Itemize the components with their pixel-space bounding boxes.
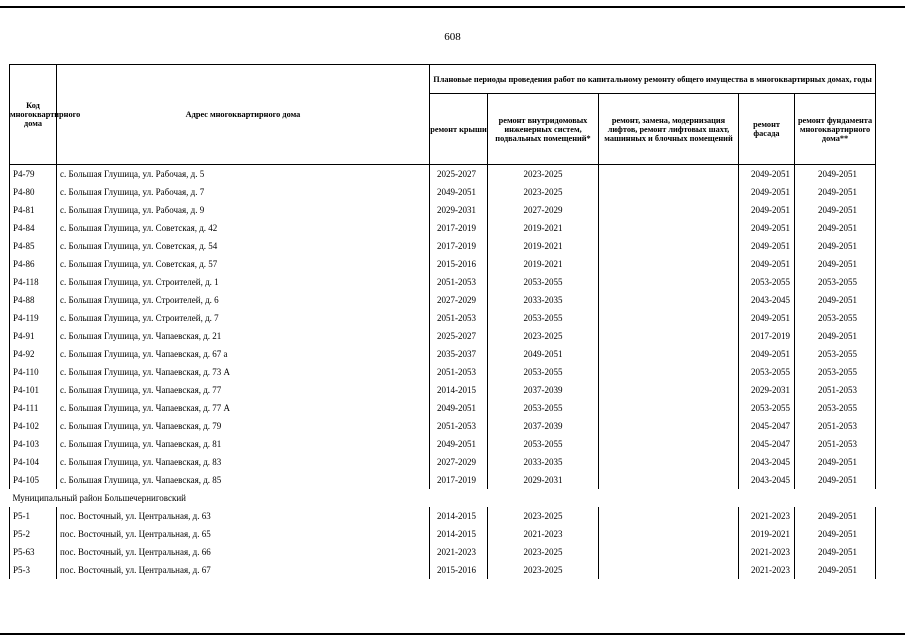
cell-facade: 2021-2023	[739, 507, 795, 525]
cell-systems: 2019-2021	[488, 237, 599, 255]
cell-foundation: 2049-2051	[795, 453, 876, 471]
cell-code: Р4-119	[10, 309, 57, 327]
table-row	[10, 417, 876, 435]
cell-code: Р4-88	[10, 291, 57, 309]
cell-facade: 2029-2031	[739, 381, 795, 399]
cell-systems: 2023-2025	[488, 183, 599, 201]
cell-facade: 2049-2051	[739, 309, 795, 327]
cell-code: Р4-81	[10, 201, 57, 219]
cell-foundation: 2053-2055	[795, 363, 876, 381]
cell-roof: 2049-2051	[430, 435, 488, 453]
cell-systems: 2027-2029	[488, 201, 599, 219]
cell-lifts	[599, 327, 739, 345]
cell-roof: 2027-2029	[430, 291, 488, 309]
cell-foundation: 2049-2051	[795, 237, 876, 255]
cell-foundation: 2049-2051	[795, 255, 876, 273]
cell-code: Р4-104	[10, 453, 57, 471]
section-title: Муниципальный район Большечерниговский	[12, 493, 187, 503]
cell-address: с. Большая Глушица, ул. Чапаевская, д. 83	[57, 453, 430, 471]
cell-roof: 2014-2015	[430, 381, 488, 399]
header-foundation: ремонт фундамента многоквартирного дома**	[795, 94, 876, 165]
cell-lifts	[599, 435, 739, 453]
cell-code: Р4-86	[10, 255, 57, 273]
cell-roof: 2017-2019	[430, 471, 488, 489]
cell-foundation: 2049-2051	[795, 165, 876, 184]
cell-lifts	[599, 399, 739, 417]
cell-systems: 2053-2055	[488, 309, 599, 327]
cell-address: с. Большая Глушица, ул. Строителей, д. 1	[57, 273, 430, 291]
cell-foundation: 2053-2055	[795, 345, 876, 363]
cell-roof: 2025-2027	[430, 165, 488, 184]
repair-schedule-table	[9, 64, 876, 633]
cell-systems: 2023-2025	[488, 543, 599, 561]
cell-code: Р4-105	[10, 471, 57, 489]
cell-lifts	[599, 291, 739, 309]
cell-systems: 2053-2055	[488, 399, 599, 417]
cell-systems: 2037-2039	[488, 381, 599, 399]
cell-systems: 2037-2039	[488, 417, 599, 435]
empty-row	[10, 615, 876, 633]
table-row	[10, 507, 876, 525]
table-row	[10, 381, 876, 399]
cell-facade: 2053-2055	[739, 399, 795, 417]
cell-roof: 2029-2031	[430, 201, 488, 219]
cell-foundation: 2053-2055	[795, 273, 876, 291]
cell-facade: 2049-2051	[739, 345, 795, 363]
cell-facade: 2021-2023	[739, 561, 795, 579]
cell-facade: 2049-2051	[739, 237, 795, 255]
cell-systems: 2023-2025	[488, 507, 599, 525]
cell-code: Р5-1	[10, 507, 57, 525]
cell-facade: 2045-2047	[739, 417, 795, 435]
cell-code: Р4-102	[10, 417, 57, 435]
cell-systems: 2019-2021	[488, 219, 599, 237]
cell-roof: 2014-2015	[430, 525, 488, 543]
cell-address: с. Большая Глушица, ул. Чапаевская, д. 67 а	[57, 345, 430, 363]
cell-lifts	[599, 381, 739, 399]
cell-foundation: 2049-2051	[795, 327, 876, 345]
cell-systems: 2049-2051	[488, 345, 599, 363]
cell-address: с. Большая Глушица, ул. Советская, д. 42	[57, 219, 430, 237]
cell-roof: 2015-2016	[430, 561, 488, 579]
empty-cell	[10, 615, 876, 633]
cell-address: с. Большая Глушица, ул. Строителей, д. 7	[57, 309, 430, 327]
cell-address: пос. Восточный, ул. Центральная, д. 66	[57, 543, 430, 561]
cell-address: с. Большая Глушица, ул. Чапаевская, д. 77 А	[57, 399, 430, 417]
cell-facade: 2053-2055	[739, 363, 795, 381]
cell-foundation: 2049-2051	[795, 525, 876, 543]
cell-facade: 2017-2019	[739, 327, 795, 345]
cell-lifts	[599, 183, 739, 201]
table-row	[10, 201, 876, 219]
cell-code: Р5-3	[10, 561, 57, 579]
cell-systems: 2019-2021	[488, 255, 599, 273]
cell-foundation: 2049-2051	[795, 201, 876, 219]
cell-roof: 2025-2027	[430, 327, 488, 345]
cell-systems: 2053-2055	[488, 273, 599, 291]
cell-address: пос. Восточный, ул. Центральная, д. 65	[57, 525, 430, 543]
cell-foundation: 2051-2053	[795, 435, 876, 453]
cell-address: с. Большая Глушица, ул. Рабочая, д. 5	[57, 165, 430, 184]
cell-lifts	[599, 543, 739, 561]
cell-roof: 2015-2016	[430, 255, 488, 273]
cell-foundation: 2049-2051	[795, 183, 876, 201]
header-roof: ремонт крыши	[430, 94, 488, 165]
cell-code: Р5-2	[10, 525, 57, 543]
cell-systems: 2021-2023	[488, 525, 599, 543]
header-code: Код многоквартирного дома	[10, 65, 57, 165]
cell-facade: 2049-2051	[739, 201, 795, 219]
cell-lifts	[599, 471, 739, 489]
header-address: Адрес многоквартирного дома	[57, 65, 430, 165]
cell-address: с. Большая Глушица, ул. Советская, д. 54	[57, 237, 430, 255]
cell-facade: 2043-2045	[739, 471, 795, 489]
cell-lifts	[599, 561, 739, 579]
cell-roof: 2035-2037	[430, 345, 488, 363]
cell-address: с. Большая Глушица, ул. Чапаевская, д. 73 А	[57, 363, 430, 381]
cell-code: Р4-111	[10, 399, 57, 417]
table-row	[10, 255, 876, 273]
table-row	[10, 237, 876, 255]
cell-roof: 2051-2053	[430, 309, 488, 327]
cell-foundation: 2051-2053	[795, 381, 876, 399]
table-row	[10, 435, 876, 453]
cell-code: Р4-80	[10, 183, 57, 201]
cell-roof: 2027-2029	[430, 453, 488, 471]
cell-systems: 2023-2025	[488, 327, 599, 345]
cell-foundation: 2049-2051	[795, 543, 876, 561]
cell-lifts	[599, 237, 739, 255]
cell-code: Р4-92	[10, 345, 57, 363]
cell-address: с. Большая Глушица, ул. Строителей, д. 6	[57, 291, 430, 309]
cell-systems: 2053-2055	[488, 363, 599, 381]
table-row	[10, 327, 876, 345]
cell-code: Р4-118	[10, 273, 57, 291]
cell-foundation: 2053-2055	[795, 399, 876, 417]
cell-lifts	[599, 165, 739, 184]
cell-lifts	[599, 507, 739, 525]
cell-roof: 2049-2051	[430, 399, 488, 417]
cell-roof: 2017-2019	[430, 219, 488, 237]
cell-facade: 2053-2055	[739, 273, 795, 291]
table-row	[10, 399, 876, 417]
cell-facade: 2019-2021	[739, 525, 795, 543]
cell-facade: 2049-2051	[739, 219, 795, 237]
cell-lifts	[599, 417, 739, 435]
table-row	[10, 291, 876, 309]
table-body	[10, 165, 876, 634]
cell-facade: 2049-2051	[739, 255, 795, 273]
bottom-rule	[0, 633, 905, 635]
cell-code: Р4-85	[10, 237, 57, 255]
cell-lifts	[599, 255, 739, 273]
cell-address: с. Большая Глушица, ул. Чапаевская, д. 77	[57, 381, 430, 399]
table-row	[10, 273, 876, 291]
cell-code: Р4-79	[10, 165, 57, 184]
table-row	[10, 165, 876, 184]
cell-lifts	[599, 219, 739, 237]
cell-lifts	[599, 363, 739, 381]
table-row	[10, 471, 876, 489]
cell-roof: 2051-2053	[430, 417, 488, 435]
cell-lifts	[599, 309, 739, 327]
header-facade: ремонт фасада	[739, 94, 795, 165]
cell-facade: 2043-2045	[739, 291, 795, 309]
table-row	[10, 453, 876, 471]
cell-lifts	[599, 201, 739, 219]
cell-roof: 2049-2051	[430, 183, 488, 201]
cell-facade: 2045-2047	[739, 435, 795, 453]
cell-roof: 2014-2015	[430, 507, 488, 525]
cell-code: Р4-84	[10, 219, 57, 237]
cell-facade: 2021-2023	[739, 543, 795, 561]
cell-foundation: 2049-2051	[795, 471, 876, 489]
cell-address: с. Большая Глушица, ул. Чапаевская, д. 79	[57, 417, 430, 435]
table-row	[10, 219, 876, 237]
cell-systems: 2033-2035	[488, 453, 599, 471]
cell-roof: 2021-2023	[430, 543, 488, 561]
cell-lifts	[599, 525, 739, 543]
table-row	[10, 561, 876, 579]
cell-lifts	[599, 453, 739, 471]
cell-foundation: 2049-2051	[795, 507, 876, 525]
cell-code: Р5-63	[10, 543, 57, 561]
cell-facade: 2049-2051	[739, 165, 795, 184]
cell-code: Р4-103	[10, 435, 57, 453]
cell-systems: 2029-2031	[488, 471, 599, 489]
cell-systems: 2023-2025	[488, 561, 599, 579]
cell-code: Р4-110	[10, 363, 57, 381]
cell-systems: 2033-2035	[488, 291, 599, 309]
top-rule	[0, 6, 905, 8]
table-row	[10, 543, 876, 561]
empty-row	[10, 579, 876, 597]
empty-cell	[10, 579, 876, 597]
cell-address: с. Большая Глушица, ул. Чапаевская, д. 21	[57, 327, 430, 345]
header-lifts: ремонт, замена, модернизация лифтов, ремонт лифтовых шахт, машинных и блочных помещений	[599, 94, 739, 165]
cell-foundation: 2049-2051	[795, 219, 876, 237]
table-row	[10, 183, 876, 201]
empty-row	[10, 597, 876, 615]
cell-lifts	[599, 345, 739, 363]
cell-foundation: 2051-2053	[795, 417, 876, 435]
header-systems: ремонт внутридомовых инженерных систем, подвальных помещений*	[488, 94, 599, 165]
cell-roof: 2017-2019	[430, 237, 488, 255]
cell-address: пос. Восточный, ул. Центральная, д. 67	[57, 561, 430, 579]
section-row	[10, 489, 876, 507]
cell-facade: 2049-2051	[739, 183, 795, 201]
cell-foundation: 2049-2051	[795, 291, 876, 309]
cell-lifts	[599, 273, 739, 291]
cell-roof: 2051-2053	[430, 273, 488, 291]
table-row	[10, 363, 876, 381]
cell-systems: 2053-2055	[488, 435, 599, 453]
page-number: 608	[444, 31, 461, 43]
cell-code: Р4-91	[10, 327, 57, 345]
table-row	[10, 525, 876, 543]
cell-address: с. Большая Глушица, ул. Чапаевская, д. 85	[57, 471, 430, 489]
cell-foundation: 2053-2055	[795, 309, 876, 327]
cell-address: с. Большая Глушица, ул. Рабочая, д. 7	[57, 183, 430, 201]
cell-code: Р4-101	[10, 381, 57, 399]
cell-systems: 2023-2025	[488, 165, 599, 184]
table-row	[10, 309, 876, 327]
cell-address: пос. Восточный, ул. Центральная, д. 63	[57, 507, 430, 525]
header-periods: Плановые периоды проведения работ по капитальному ремонту общего имущества в многоквартирных домах, годы	[430, 65, 876, 94]
cell-address: с. Большая Глушица, ул. Советская, д. 57	[57, 255, 430, 273]
cell-facade: 2043-2045	[739, 453, 795, 471]
cell-address: с. Большая Глушица, ул. Рабочая, д. 9	[57, 201, 430, 219]
table-row	[10, 345, 876, 363]
cell-roof: 2051-2053	[430, 363, 488, 381]
cell-foundation: 2049-2051	[795, 561, 876, 579]
cell-address: с. Большая Глушица, ул. Чапаевская, д. 81	[57, 435, 430, 453]
empty-cell	[10, 597, 876, 615]
